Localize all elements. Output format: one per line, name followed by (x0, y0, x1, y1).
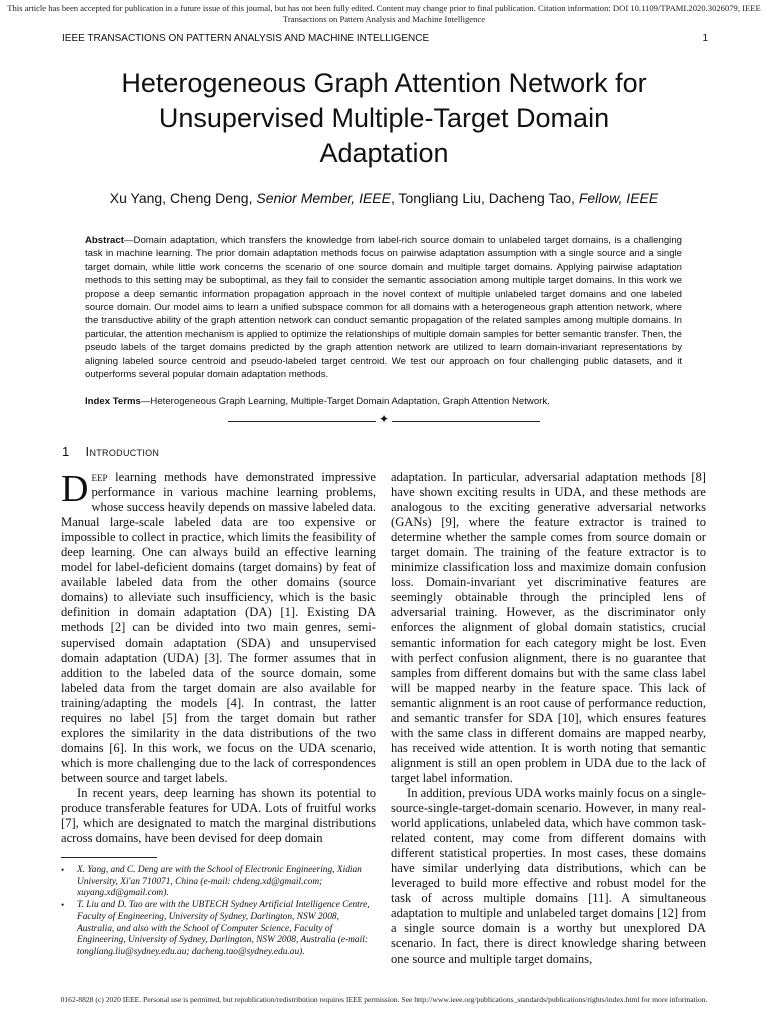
index-terms-text: —Heterogeneous Graph Learning, Multiple-Target Domain Adaptation, Graph Attention Network. (140, 396, 550, 407)
acceptance-notice-line-2: Transactions on Pattern Analysis and Machine Intelligence (282, 14, 486, 24)
page-number: 1 (702, 33, 708, 44)
divider-star-icon: ✦ (378, 412, 390, 426)
section-number: 1 (62, 444, 70, 459)
footnotes (61, 865, 376, 959)
acceptance-notice-line-1: This article has been accepted for publication in a future issue of this journal, but has not been fully edited. Content may change prior to final publication. Citation information: DOI 10.1109/TPAMI.2020.3026079, IEEE (7, 3, 761, 13)
footnote-item (61, 865, 376, 900)
footnote-rule (61, 857, 157, 858)
abstract-text: —Domain adaptation, which transfers the knowledge from label-rich source domain to unlabeled target domains, is a challenging task in machine learning. The prior domain adaptation methods focus on pairwise adaptation assumption with a single source and a single target domain, while little work concerns the scenario of one source domain and multiple target domains. Applying pairwise adaptation methods to this setting may be suboptimal, as they fail to consider the semantic association among multiple target domains. In this work we propose a deep semantic information propagation approach in the novel context of multiple unlabeled target domains and one labeled source domain. Our model aims to learn a unified subspace common for all domains with a heterogeneous graph attention network, where the transductive ability of the graph attention network can conduct semantic propagation of the related samples among multiple domains. In particular, the attention mechanism is applied to optimize the relationships of multiple domain samples for better semantic transfer. Then, the pseudo labels of the target domains predicted by the graph attention network are utilized to learn domain-invariant representations by aligning labeled source centroid and pseudo-labeled target centroid. We test our approach on four challenging public datasets, and it outperforms several popular domain adaptation methods. (85, 235, 682, 381)
drop-cap: D (61, 468, 89, 510)
footnote-text: X. Yang, and C. Deng are with the School of Electronic Engineering, Xidian University, Xi'an 710071, China (e-mail: chdeng.xd@gmail.com; xuyang.xd@gmail.com). (77, 865, 362, 899)
paragraph-2-text-left: In recent years, deep learning has shown its potential to produce transferable features for UDA. Lots of fruitful works [7], which are designated to match the marginal distributions across domains, have been devised for deep domain (61, 785, 376, 846)
paragraph-3: In addition, previous UDA works mainly focus on a single-source-single-target-domain scenario. However, in many real-world applications, unlabeled data, which have common task-related content, may come from different domains with different statistical properties. In most cases, these domains have similar underlying data distributions, which can be leveraged to build more effective and robust model for the task of across multiple domains [11]. A simultaneous adaptation to multiple and unlabeled target domains [12] from a single source domain is a worthy but unexplored DA scenario. In fact, there is direct knowledge sharing between one source and multiple target domains, (391, 785, 706, 966)
author-list (40, 190, 728, 206)
paragraph-2-continued (391, 470, 706, 786)
divider-line-right (392, 421, 540, 422)
author-role-senior-member: Senior Member, IEEE (256, 190, 391, 206)
running-header (62, 33, 708, 44)
bullet-icon: • (61, 900, 65, 911)
author-role-fellow: Fellow, IEEE (578, 190, 659, 206)
authors-part-1: Xu Yang, Cheng Deng, (109, 190, 257, 206)
body-column-right (391, 470, 706, 967)
paragraph-1 (61, 470, 376, 786)
divider-line-left (228, 421, 376, 422)
paragraph-1-lead: eep (91, 470, 108, 484)
copyright-notice: 0162-8828 (c) 2020 IEEE. Personal use is permitted, but republication/redistribution requires IEEE permission. See http://www.ieee.org/publications_standards/publications/rights/index.html for more information. (60, 995, 708, 1004)
body-column-left (61, 470, 376, 846)
title-line-1: Heterogeneous Graph Attention Network for (121, 68, 647, 98)
abstract-label: Abstract (85, 235, 124, 246)
section-title: Introduction (85, 444, 160, 459)
title-line-3: Adaptation (319, 138, 449, 168)
authors-part-2: , Tongliang Liu, Dacheng Tao, (390, 190, 579, 206)
paragraph-1-text: learning methods have demonstrated impressive performance in various machine learning problems, whose success heavily depends on massive labeled data. Manual large-scale labeled data are too expensive or impossible to collect in practice, which limits the feasibility of deep learning. One can always build an effective learning model for label-deficient domains (target domains) by feat of available labeled data from the other domains (source domains) to alleviate such insufficiency, which is the basic definition in domain adaptation (DA) [1]. Existing DA methods [2] can be divided into two main genres, semi-supervised domain adaptation (SDA) and unsupervised domain adaptation (UDA) [3]. The former assumes that in addition to the labeled data of the source domain, some labeled data from the target domain are also available for training/adapting the models [4]. In contrast, the latter requires no label [5] from the target domain but rather explores the similarity in the data distributions of the two domains [6]. In this work, we focus on the UDA scenario, which is more challenging due to the lack of correspondences between source and target labels. (61, 470, 376, 785)
paper-title (40, 66, 728, 171)
index-terms (85, 395, 682, 408)
index-terms-label: Index Terms (85, 396, 141, 407)
journal-name: IEEE TRANSACTIONS ON PATTERN ANALYSIS AND MACHINE INTELLIGENCE (62, 33, 430, 44)
abstract (85, 234, 682, 381)
bullet-icon: • (61, 865, 65, 875)
section-heading (62, 444, 159, 459)
paragraph-2-start (61, 786, 376, 846)
title-line-2: Unsupervised Multiple-Target Domain (158, 103, 610, 133)
footnote-item (61, 900, 376, 959)
acceptance-notice (0, 3, 768, 25)
paragraph-2-text-right: adaptation. In particular, adversarial adaptation methods [8] have shown exciting results in UDA, and these methods are analogous to the exciting generative adversarial networks (GANs) [9], where the feature extractor is trained to determine whether the sample comes from source domain or target domain. The training of the feature extractor is to minimize classification loss and maximize domain confusion loss. Domain-invariant yet discriminative features are seemingly obtainable through the principled lens of adversarial training. However, as the discriminator only enforces the alignment of global domain statistics, crucial semantic information for each category might be lost. Even with perfect confusion alignment, there is no guarantee that samples from different domains but with the same class label will be mapped nearby in the feature space. This lack of semantic alignment is an root cause of performance reduction, and semantic transfer for SDA [10], which ensures features with the same class in different domains are mapped nearby, has received wide attention. It is worth noting that semantic alignment is still an open problem in UDA due to the lack of target label information. (391, 470, 706, 785)
footnote-text: T. Liu and D. Tao are with the UBTECH Sydney Artificial Intelligence Centre, Faculty of Engineering, University of Sydney, Darlington, NSW 2008, Australia, and also with the School of Computer Science, Faculty of Engineering, University of Sydney, Darlington, NSW 2008, Australia (e-mail: tongliang.liu@sydney.edu.au; dacheng.tao@sydney.edu.au). (77, 900, 370, 957)
section-divider (228, 414, 540, 428)
